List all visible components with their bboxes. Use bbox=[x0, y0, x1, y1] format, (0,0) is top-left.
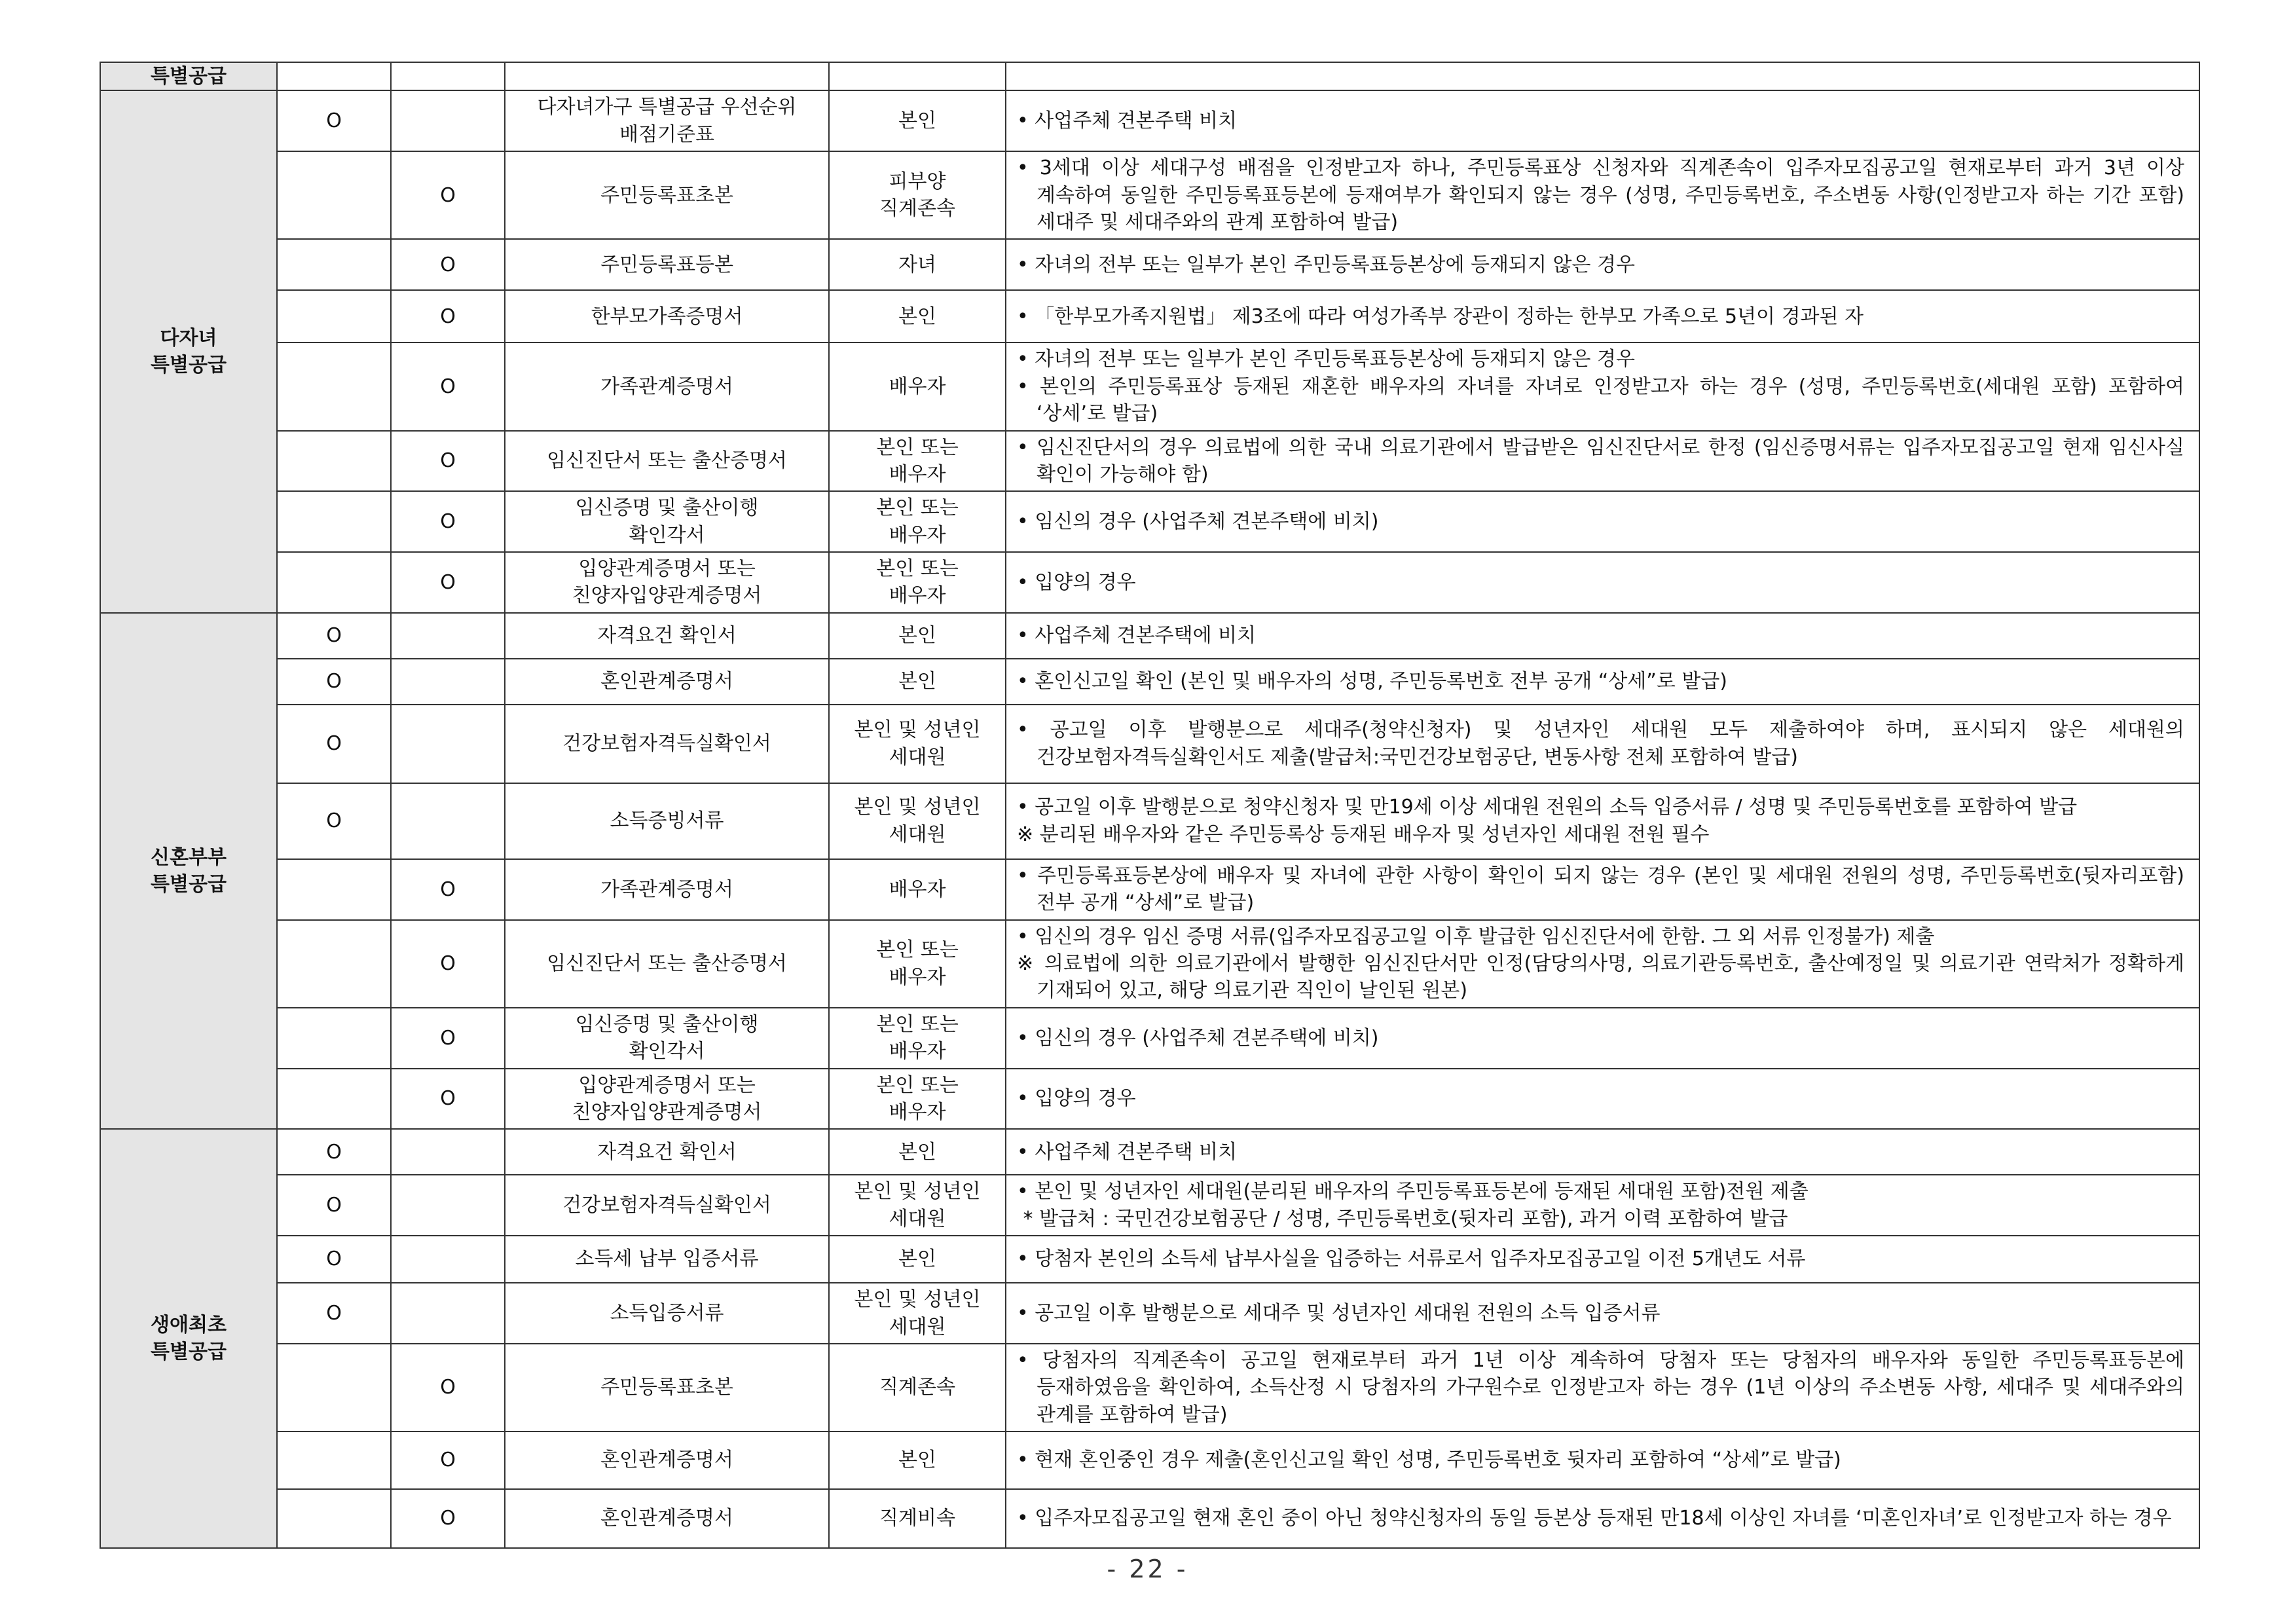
mark-column-1-cell bbox=[277, 290, 391, 342]
note-line: • 현재 혼인중인 경우 제출(혼인신고일 확인 성명, 주민등록번호 뒷자리 포함하여 “상세”로 발급) bbox=[1017, 1449, 1841, 1472]
section-category-cell: 생애최초 특별공급 bbox=[100, 1129, 277, 1548]
note-cell bbox=[1006, 1129, 2199, 1175]
mark-column-2-cell: O bbox=[391, 151, 505, 239]
document-name-cell: 주민등록표초본 bbox=[505, 151, 829, 239]
document-requirements-table bbox=[100, 62, 2200, 1549]
document-name-cell: 혼인관계증명서 bbox=[505, 1489, 829, 1548]
note-line: • 「한부모가족지원법」 제3조에 따라 여성가족부 장관이 정하는 한부모 가족으로 5년이 경과된 자 bbox=[1017, 304, 1864, 328]
header-blank-cell bbox=[1006, 62, 2199, 90]
note-line: • 자녀의 전부 또는 일부가 본인 주민등록표등본상에 등재되지 않은 경우 bbox=[1017, 253, 1635, 276]
mark-column-2-cell bbox=[391, 1236, 505, 1283]
target-person-cell: 본인 bbox=[829, 1129, 1006, 1175]
section-category-cell: 다자녀 특별공급 bbox=[100, 90, 277, 612]
note-line: • 자녀의 전부 또는 일부가 본인 주민등록표등본상에 등재되지 않은 경우 bbox=[1017, 348, 1635, 371]
target-person-cell: 본인 bbox=[829, 1236, 1006, 1283]
target-person-cell: 배우자 bbox=[829, 859, 1006, 920]
mark-column-2-cell: O bbox=[391, 1008, 505, 1069]
note-line: ※ 분리된 배우자와 같은 주민등록상 등재된 배우자 및 성년자인 세대원 전원 필수 bbox=[1017, 822, 1710, 846]
document-name-cell: 다자녀가구 특별공급 우선순위 배점기준표 bbox=[505, 90, 829, 151]
note-cell bbox=[1006, 783, 2199, 859]
mark-column-2-cell: O bbox=[391, 491, 505, 552]
document-name-cell: 가족관계증명서 bbox=[505, 859, 829, 920]
mark-column-2-cell: O bbox=[391, 1489, 505, 1548]
table-row bbox=[100, 1175, 2199, 1236]
target-person-cell: 배우자 bbox=[829, 342, 1006, 430]
mark-column-1-cell bbox=[277, 1431, 391, 1489]
mark-column-1-cell bbox=[277, 239, 391, 290]
table-row bbox=[100, 783, 2199, 859]
mark-column-2-cell bbox=[391, 659, 505, 705]
target-person-cell: 직계존속 bbox=[829, 1344, 1006, 1431]
mark-column-2-cell bbox=[391, 1283, 505, 1344]
target-person-cell: 본인 또는 배우자 bbox=[829, 431, 1006, 492]
note-line: • 입주자모집공고일 현재 혼인 중이 아닌 청약신청자의 동일 등본상 등재된 만18세 이상인 자녀를 ‘미혼인자녀’로 인정받고자 하는 경우 bbox=[1017, 1507, 2172, 1530]
target-person-cell: 본인 또는 배우자 bbox=[829, 1069, 1006, 1130]
note-cell bbox=[1006, 613, 2199, 659]
target-person-cell: 본인 또는 배우자 bbox=[829, 1008, 1006, 1069]
mark-column-1-cell bbox=[277, 342, 391, 430]
mark-column-1-cell: O bbox=[277, 1283, 391, 1344]
document-name-cell: 주민등록표초본 bbox=[505, 1344, 829, 1431]
note-cell bbox=[1006, 659, 2199, 705]
target-person-cell: 자녀 bbox=[829, 239, 1006, 290]
document-name-cell: 입양관계증명서 또는 친양자입양관계증명서 bbox=[505, 1069, 829, 1130]
table-row bbox=[100, 90, 2199, 151]
mark-column-1-cell bbox=[277, 1069, 391, 1130]
note-line: * 발급처 : 국민건강보험공단 / 성명, 주민등록번호(뒷자리 포함), 과거 이력 포함하여 발급 bbox=[1017, 1207, 1788, 1230]
note-cell bbox=[1006, 239, 2199, 290]
table-row bbox=[100, 239, 2199, 290]
document-name-cell: 입양관계증명서 또는 친양자입양관계증명서 bbox=[505, 552, 829, 613]
mark-column-2-cell: O bbox=[391, 920, 505, 1008]
table-row bbox=[100, 920, 2199, 1008]
document-name-cell: 임신진단서 또는 출산증명서 bbox=[505, 431, 829, 492]
note-line: • 혼인신고일 확인 (본인 및 배우자의 성명, 주민등록번호 전부 공개 “상세”로 발급) bbox=[1017, 670, 1728, 693]
document-name-cell: 소득증빙서류 bbox=[505, 783, 829, 859]
header-blank-cell bbox=[505, 62, 829, 90]
note-cell bbox=[1006, 1175, 2199, 1236]
target-person-cell: 본인 및 성년인 세대원 bbox=[829, 705, 1006, 783]
table-row bbox=[100, 1236, 2199, 1283]
page-number: - 22 - bbox=[1107, 1555, 1188, 1583]
table-row bbox=[100, 1431, 2199, 1489]
note-cell bbox=[1006, 90, 2199, 151]
mark-column-2-cell: O bbox=[391, 342, 505, 430]
table-row bbox=[100, 1489, 2199, 1548]
mark-column-1-cell bbox=[277, 920, 391, 1008]
table-row bbox=[100, 1283, 2199, 1344]
note-cell bbox=[1006, 1236, 2199, 1283]
target-person-cell: 본인 bbox=[829, 659, 1006, 705]
note-cell bbox=[1006, 1431, 2199, 1489]
mark-column-1-cell bbox=[277, 1489, 391, 1548]
table-row bbox=[100, 552, 2199, 613]
target-person-cell: 피부양 직계존속 bbox=[829, 151, 1006, 239]
document-name-cell: 임신증명 및 출산이행 확인각서 bbox=[505, 1008, 829, 1069]
note-line: • 공고일 이후 발행분으로 청약신청자 및 만19세 이상 세대원 전원의 소득 입증서류 / 성명 및 주민등록번호를 포함하여 발급 bbox=[1017, 796, 2078, 819]
note-line: • 임신의 경우 임신 증명 서류(입주자모집공고일 이후 발급한 임신진단서에 한함. 그 외 서류 인정불가) 제출 bbox=[1017, 925, 1935, 948]
note-line: • 공고일 이후 발행분으로 세대주 및 성년자인 세대원 전원의 소득 입증서류 bbox=[1017, 1301, 1661, 1325]
header-blank-cell bbox=[391, 62, 505, 90]
note-line: • 사업주체 견본주택에 비치 bbox=[1017, 624, 1257, 648]
note-cell bbox=[1006, 431, 2199, 492]
target-person-cell: 본인 및 성년인 세대원 bbox=[829, 1283, 1006, 1344]
mark-column-1-cell: O bbox=[277, 1175, 391, 1236]
table-row bbox=[100, 290, 2199, 342]
table-row bbox=[100, 859, 2199, 920]
note-cell bbox=[1006, 1283, 2199, 1344]
mark-column-1-cell bbox=[277, 431, 391, 492]
document-name-cell: 자격요건 확인서 bbox=[505, 1129, 829, 1175]
document-name-cell: 혼인관계증명서 bbox=[505, 659, 829, 705]
mark-column-2-cell bbox=[391, 705, 505, 783]
mark-column-2-cell: O bbox=[391, 1431, 505, 1489]
target-person-cell: 본인 또는 배우자 bbox=[829, 491, 1006, 552]
table-row bbox=[100, 613, 2199, 659]
note-line: • 당첨자 본인의 소득세 납부사실을 입증하는 서류로서 입주자모집공고일 이전 5개년도 서류 bbox=[1017, 1247, 1806, 1271]
note-line: • 본인의 주민등록표상 등재된 재혼한 배우자의 자녀를 자녀로 인정받고자 하는 경우 (성명, 주민등록번호(세대원 포함) 포함하여 ‘상세’로 발급) bbox=[1017, 375, 2191, 426]
note-line: • 사업주체 견본주택 비치 bbox=[1017, 109, 1238, 133]
table-row bbox=[100, 1008, 2199, 1069]
section-category-cell: 신혼부부 특별공급 bbox=[100, 613, 277, 1130]
mark-column-2-cell: O bbox=[391, 290, 505, 342]
note-cell bbox=[1006, 491, 2199, 552]
target-person-cell: 본인 bbox=[829, 1431, 1006, 1489]
target-person-cell: 직계비속 bbox=[829, 1489, 1006, 1548]
header-category-cell: 특별공급 bbox=[100, 62, 277, 90]
target-person-cell: 본인 bbox=[829, 613, 1006, 659]
note-cell bbox=[1006, 290, 2199, 342]
document-name-cell: 주민등록표등본 bbox=[505, 239, 829, 290]
note-line: ※ 의료법에 의한 의료기관에서 발행한 임신진단서만 인정(담당의사명, 의료기관등록번호, 출산예정일 및 의료기관 연락처가 정확하게 기재되어 있고, 해당 의료기관 직인이 날인된 원본) bbox=[1017, 952, 2191, 1003]
mark-column-1-cell: O bbox=[277, 1236, 391, 1283]
table-row bbox=[100, 1069, 2199, 1130]
mark-column-2-cell bbox=[391, 1175, 505, 1236]
mark-column-2-cell: O bbox=[391, 1069, 505, 1130]
note-line: • 주민등록표등본상에 배우자 및 자녀에 관한 사항이 확인이 되지 않는 경우 (본인 및 세대원 전원의 성명, 주민등록번호(뒷자리포함) 전부 공개 “상세”로 발급) bbox=[1017, 864, 2191, 915]
mark-column-2-cell: O bbox=[391, 239, 505, 290]
table-row bbox=[100, 659, 2199, 705]
header-blank-cell bbox=[277, 62, 391, 90]
target-person-cell: 본인 또는 배우자 bbox=[829, 920, 1006, 1008]
mark-column-1-cell: O bbox=[277, 783, 391, 859]
table-row bbox=[100, 1344, 2199, 1431]
document-name-cell: 임신진단서 또는 출산증명서 bbox=[505, 920, 829, 1008]
note-line: • 입양의 경우 bbox=[1017, 1087, 1136, 1111]
document-name-cell: 소득입증서류 bbox=[505, 1283, 829, 1344]
mark-column-2-cell bbox=[391, 783, 505, 859]
mark-column-2-cell: O bbox=[391, 859, 505, 920]
target-person-cell: 본인 또는 배우자 bbox=[829, 552, 1006, 613]
note-line: • 임신의 경우 (사업주체 견본주택에 비치) bbox=[1017, 1026, 1379, 1050]
table-row bbox=[100, 151, 2199, 239]
note-cell bbox=[1006, 1489, 2199, 1548]
mark-column-1-cell bbox=[277, 1008, 391, 1069]
table-row bbox=[100, 491, 2199, 552]
note-cell bbox=[1006, 859, 2199, 920]
document-name-cell: 건강보험자격득실확인서 bbox=[505, 1175, 829, 1236]
note-line: • 사업주체 견본주택 비치 bbox=[1017, 1140, 1238, 1164]
note-cell bbox=[1006, 151, 2199, 239]
header-row bbox=[100, 62, 2199, 90]
note-cell bbox=[1006, 920, 2199, 1008]
mark-column-1-cell bbox=[277, 151, 391, 239]
mark-column-1-cell bbox=[277, 491, 391, 552]
table-row bbox=[100, 431, 2199, 492]
document-name-cell: 소득세 납부 입증서류 bbox=[505, 1236, 829, 1283]
mark-column-1-cell: O bbox=[277, 613, 391, 659]
note-line: • 본인 및 성년자인 세대원(분리된 배우자의 주민등록표등본에 등재된 세대원 포함)전원 제출 bbox=[1017, 1180, 1808, 1204]
mark-column-2-cell bbox=[391, 613, 505, 659]
document-name-cell: 한부모가족증명서 bbox=[505, 290, 829, 342]
note-cell bbox=[1006, 1008, 2199, 1069]
note-cell bbox=[1006, 1344, 2199, 1431]
mark-column-2-cell bbox=[391, 1129, 505, 1175]
document-name-cell: 가족관계증명서 bbox=[505, 342, 829, 430]
mark-column-2-cell: O bbox=[391, 431, 505, 492]
table-row bbox=[100, 1129, 2199, 1175]
mark-column-1-cell bbox=[277, 859, 391, 920]
document-name-cell: 임신증명 및 출산이행 확인각서 bbox=[505, 491, 829, 552]
mark-column-1-cell: O bbox=[277, 659, 391, 705]
note-line: • 입양의 경우 bbox=[1017, 570, 1136, 594]
note-line: • 3세대 이상 세대구성 배점을 인정받고자 하나, 주민등록표상 신청자와 직계존속이 입주자모집공고일 현재로부터 과거 3년 이상 계속하여 동일한 주민등록표등본에 등재여부가 확인되지 않는 경우 (성명, 주민등록번호, 주소변동 사항(인정받고자 하는 기간 포함) 세대주 및 세대주와의 관계 포함하여 발급) bbox=[1017, 157, 2191, 234]
note-cell bbox=[1006, 342, 2199, 430]
note-line: • 당첨자의 직계존속이 공고일 현재로부터 과거 1년 이상 계속하여 당첨자 또는 당첨자의 배우자와 동일한 주민등록표등본에 등재하였음을 확인하여, 소득산정 시 당첨자의 가구원수로 인정받고자 하는 경우 (1년 이상의 주소변동 사항, 세대주 및 세대주와의 관계를 포함하여 발급) bbox=[1017, 1348, 2191, 1426]
mark-column-1-cell: O bbox=[277, 705, 391, 783]
header-blank-cell bbox=[829, 62, 1006, 90]
note-line: • 임신의 경우 (사업주체 견본주택에 비치) bbox=[1017, 509, 1379, 533]
note-cell bbox=[1006, 705, 2199, 783]
table-row bbox=[100, 705, 2199, 783]
mark-column-1-cell: O bbox=[277, 90, 391, 151]
table-body bbox=[100, 62, 2199, 1548]
mark-column-2-cell: O bbox=[391, 1344, 505, 1431]
target-person-cell: 본인 및 성년인 세대원 bbox=[829, 783, 1006, 859]
document-name-cell: 건강보험자격득실확인서 bbox=[505, 705, 829, 783]
target-person-cell: 본인 bbox=[829, 290, 1006, 342]
target-person-cell: 본인 및 성년인 세대원 bbox=[829, 1175, 1006, 1236]
mark-column-1-cell: O bbox=[277, 1129, 391, 1175]
target-person-cell: 본인 bbox=[829, 90, 1006, 151]
document-name-cell: 자격요건 확인서 bbox=[505, 613, 829, 659]
mark-column-2-cell: O bbox=[391, 552, 505, 613]
note-cell bbox=[1006, 552, 2199, 613]
table-row bbox=[100, 342, 2199, 430]
note-line: • 공고일 이후 발행분으로 세대주(청약신청자) 및 성년자인 세대원 모두 제출하여야 하며, 표시되지 않은 세대원의 건강보험자격득실확인서도 제출(발급처:국민건강보험공단, 변동사항 전체 포함하여 발급) bbox=[1017, 718, 2191, 769]
note-line: • 임신진단서의 경우 의료법에 의한 국내 의료기관에서 발급받은 임신진단서로 한정 (임신증명서류는 입주자모집공고일 현재 임신사실 확인이 가능해야 함) bbox=[1017, 435, 2191, 486]
mark-column-1-cell bbox=[277, 552, 391, 613]
note-cell bbox=[1006, 1069, 2199, 1130]
mark-column-1-cell bbox=[277, 1344, 391, 1431]
document-name-cell: 혼인관계증명서 bbox=[505, 1431, 829, 1489]
mark-column-2-cell bbox=[391, 90, 505, 151]
